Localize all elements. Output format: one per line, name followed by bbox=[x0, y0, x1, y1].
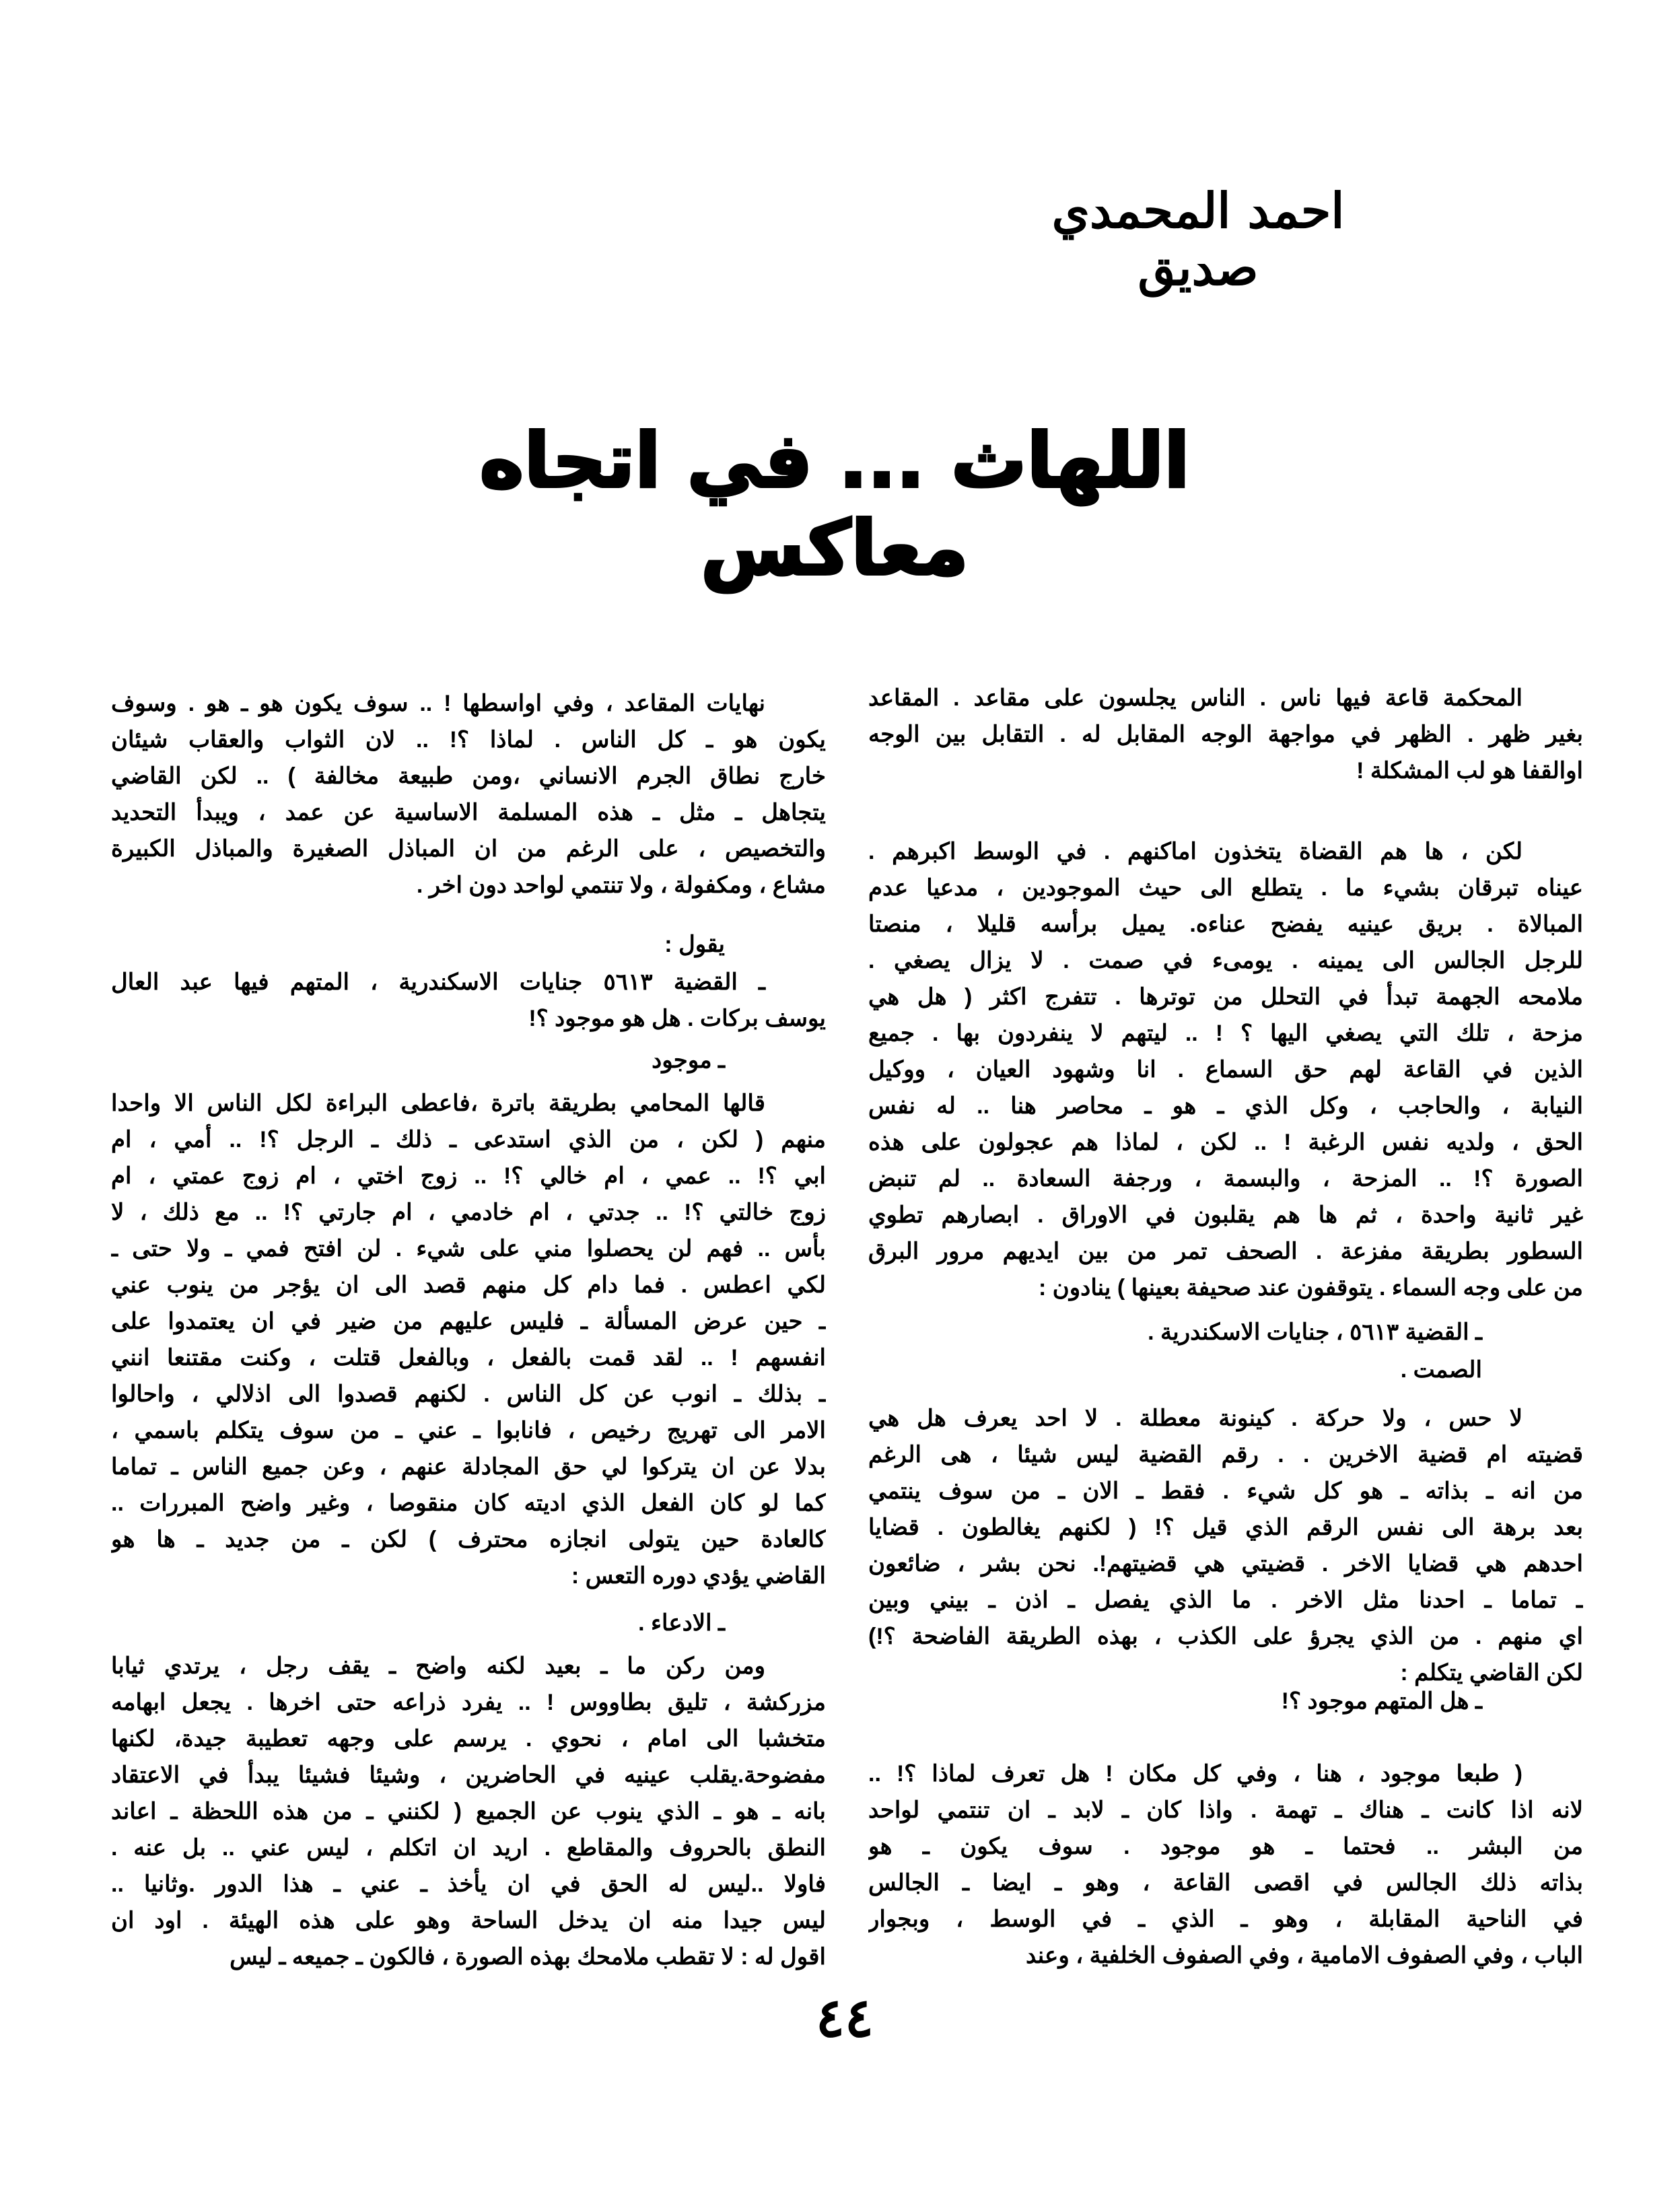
text-line: من البشر .. فحتما ـ هو موجود . سوف يكون ـ هو bbox=[868, 1834, 1583, 1859]
text-line: مشاع ، ومكفولة ، ولا تنتمي لواحد دون اخر . bbox=[416, 872, 826, 898]
text-line: السطور بطريقة مفزعة . الصحف تمر من بين ايديهم مرور البرق bbox=[868, 1239, 1583, 1264]
text-line: منهم ( لكن ، من الذي استدعى ـ ذلك ـ الرجل ؟! .. أمي ، ام bbox=[111, 1127, 826, 1152]
dialogue-line bbox=[868, 1314, 1583, 1350]
text-line: يتجاهل ـ مثل ـ هذه المسلمة الاساسية عن عمد ، ويبدأ التحديد bbox=[111, 800, 826, 825]
text-line: بأس .. فهم لن يحصلوا مني على شيء . لن افتح فمي ـ ولا حتى ـ bbox=[111, 1236, 826, 1262]
text-line: مفضوحة.يقلب عينيه في الحاضرين ، وشيئا فشيئا يبدأ في الاعتقاد bbox=[111, 1762, 826, 1788]
text-line: ومن ركن ما ـ بعيد لكنه واضح ـ يقف رجل ، يرتدي ثيابا bbox=[111, 1653, 765, 1679]
text-line: اي منهم . من الذي يجرؤ على الكذب ، بهذه الطريقة الفاضحة ؟!) bbox=[868, 1624, 1583, 1649]
text-line: الحق ، ولديه نفس الرغبة ! .. لكن ، لماذا هم عجولون على هذه bbox=[868, 1130, 1583, 1155]
text-line: زوج خالتي ؟! .. جدتي ، ام خادمي ، ام جارتي ؟! .. مع ذلك ، لا bbox=[111, 1200, 826, 1225]
text-line: يقول : bbox=[664, 932, 725, 957]
text-line: ( طبعا موجود ، هنا ، وفي كل مكان ! هل تعرف لماذا ؟! .. bbox=[868, 1761, 1523, 1787]
text-line: الباب ، وفي الصفوف الامامية ، وفي الصفوف الخلفية ، وعند bbox=[1025, 1943, 1583, 1968]
text-line: الصمت . bbox=[1400, 1357, 1482, 1383]
text-line: ـ هل المتهم موجود ؟! bbox=[1281, 1688, 1482, 1714]
text-line: لا حس ، ولا حركة . كينونة معطلة . لا احد يعرف هل هي bbox=[868, 1406, 1523, 1431]
text-line: كالعادة حين يتولى انجازه محترف ) لكن ـ من جديد ـ ها هو bbox=[111, 1527, 826, 1552]
text-line: مزركشة ، تليق بطاووس ! .. يفرد ذراعه حتى اخرها . يجعل ابهامه bbox=[111, 1690, 826, 1715]
text-line: يوسف بركات . هل هو موجود ؟! bbox=[528, 1006, 826, 1031]
paragraph bbox=[111, 1085, 826, 1594]
text-line: احدهم هي قضايا الاخر . قضيتي هي قضيتهم!. نحن بشر ، ضائعون bbox=[868, 1551, 1583, 1577]
text-line: كما لو كان الفعل الذي اديته كان منقوصا ، وغير واضح المبررات .. bbox=[111, 1490, 826, 1516]
text-line: من انه ـ بذاته ـ هو كل شيء . فقط ـ الان ـ من سوف ينتمي bbox=[868, 1478, 1583, 1504]
text-line: ـ القضية ٥٦١٣ ، جنايات الاسكندرية . bbox=[1148, 1319, 1482, 1345]
paragraph bbox=[111, 964, 826, 1037]
text-line: بدلا عن ان يتركوا لي حق المجادلة عنهم ، وعن جميع الناس ـ تماما bbox=[111, 1454, 826, 1480]
paragraph bbox=[868, 680, 1583, 789]
text-line: ـ تماما ـ احدنا مثل الاخر . ما الذي يفصل ـ اذن ـ بيني وبين bbox=[868, 1587, 1583, 1613]
text-line: من على وجه السماء . يتوقفون عند صحيفة بعينها ) ينادون : bbox=[1039, 1275, 1583, 1301]
text-line: يكون هو ـ كل الناس . لماذا ؟! .. لان الثواب والعقاب شيئان bbox=[111, 727, 826, 753]
text-line: ليس جيدا منه ان يدخل الساحة وهو على هذه الهيئة . اود ان bbox=[111, 1908, 826, 1933]
dialogue-line bbox=[868, 1352, 1583, 1388]
text-line: في الناحية المقابلة ، وهو ـ الذي ـ في الوسط ، وبجوار bbox=[868, 1906, 1583, 1932]
text-line: عيناه تبرقان بشيء ما . يتطلع الى حيث الموجودين ، مدعيا عدم bbox=[868, 875, 1583, 901]
text-line: قالها المحامي بطريقة باترة ،فاعطى البراءة لكل الناس الا واحدا bbox=[111, 1091, 765, 1116]
text-line: غير ثانية واحدة ، ثم ها هم يقلبون في الاوراق . ابصارهم تطوي bbox=[868, 1202, 1583, 1228]
paragraph bbox=[868, 1400, 1583, 1691]
text-line: بذاته ذلك الجالس في اقصى القاعة ، وهو ـ ايضا ـ الجالس bbox=[868, 1870, 1583, 1896]
paragraph bbox=[868, 833, 1583, 1306]
text-line: خارج نطاق الجرم الانساني ،ومن طبيعة مخالفة ) .. لكن القاضي bbox=[111, 763, 826, 789]
paragraph bbox=[868, 1756, 1583, 1974]
text-line: المحكمة قاعة فيها ناس . الناس يجلسون على مقاعد . المقاعد bbox=[868, 685, 1523, 711]
text-line: انفسهم ! .. لقد قمت بالفعل ، وبالفعل قتلت ، وكنت مقتنعا انني bbox=[111, 1345, 826, 1371]
text-line: قضيته ام قضية الاخرين . . رقم القضية ليس شيئا ، هى الرغم bbox=[868, 1442, 1583, 1468]
dialogue-line bbox=[111, 926, 826, 963]
author-name: احمد المحمدي صديق bbox=[1051, 182, 1345, 296]
text-line: ـ القضية ٥٦١٣ جنايات الاسكندرية ، المتهم فيها عبد العال bbox=[111, 969, 765, 995]
paragraph bbox=[111, 1648, 826, 1975]
text-line: لكن القاضي يتكلم : bbox=[1400, 1660, 1583, 1686]
text-line: ملامحه الجهمة تبدأ في التحلل من توترها . تتفرج اكثر ( هل هي bbox=[868, 984, 1583, 1010]
text-line: الذين في القاعة لهم حق السماع . انا وشهود العيان ، ووكيل bbox=[868, 1057, 1583, 1082]
text-line: المبالاة . بريق عينيه يفضح عناءه. يميل برأسه قليلا ، منصتا bbox=[868, 911, 1583, 937]
text-line: للرجل الجالس الى يمينه . يومىء في صمت . لا يزال يصغي . bbox=[868, 948, 1583, 973]
text-line: والتخصيص ، على الرغم من ان المباذل الصغيرة والمباذل الكبيرة bbox=[111, 836, 826, 862]
text-line: فاولا ..ليس له الحق في ان يأخذ ـ عني ـ هذا الدور .وثانيا .. bbox=[111, 1871, 826, 1897]
text-line: مزحة ، تلك التي يصغي اليها ؟ ! .. ليتهم لا ينفردون بها . جميع bbox=[868, 1021, 1583, 1046]
text-line: بغير ظهر . الظهر في مواجهة الوجه المقابل له . التقابل بين الوجه bbox=[868, 722, 1583, 747]
text-line: ـ موجود bbox=[652, 1047, 725, 1073]
text-line: الصورة ؟! .. المزحة ، والبسمة ، ورجفة السعادة .. لم تنبض bbox=[868, 1166, 1583, 1192]
dialogue-line bbox=[868, 1683, 1583, 1719]
text-line: النطق بالحروف والمقاطع . اريد ان اتكلم ، ليس عني .. بل عنه . bbox=[111, 1835, 826, 1861]
text-line: لكن ، ها هم القضاة يتخذون اماكنهم . في الوسط اكبرهم . bbox=[868, 839, 1523, 864]
dialogue-line bbox=[111, 1042, 826, 1078]
text-line: القاضي يؤدي دوره التعس : bbox=[571, 1563, 826, 1589]
text-line: بعد برهة الى نفس الرقم الذي قيل ؟! ( لكنهم يغالطون . قضايا bbox=[868, 1515, 1583, 1540]
text-line: نهايات المقاعد ، وفي اواسطها ! .. سوف يكون هو ـ هو . وسوف bbox=[111, 691, 765, 716]
text-line: لانه اذا كانت ـ هناك ـ تهمة . واذا كان ـ لابد ـ ان تنتمي لواحد bbox=[868, 1797, 1583, 1823]
text-line: لكي اعطس . فما دام كل منهم قصد الى ان يؤجر من ينوب عني bbox=[111, 1272, 826, 1298]
text-line: بانه ـ هو ـ الذي ينوب عن الجميع ( لكنني ـ من هذه اللحظة ـ اعاند bbox=[111, 1799, 826, 1824]
text-line: متخشبا الى امام ، نحوي . يرسم على وجهه تعطيبة جيدة، لكنها bbox=[111, 1726, 826, 1752]
text-line: الامر الى تهريج رخيص ، فانابوا ـ عني ـ من سوف يتكلم باسمي ، bbox=[111, 1418, 826, 1443]
text-line: ـ حين عرض المسألة ـ فليس عليهم من ضير في ان يعتمدوا على bbox=[111, 1309, 826, 1334]
page-number: ٤٤ bbox=[816, 1986, 874, 2049]
text-line: ـ بذلك ـ انوب عن كل الناس . لكنهم قصدوا الى اذلالي ، واحالوا bbox=[111, 1381, 826, 1407]
text-line: ـ الادعاء . bbox=[638, 1610, 725, 1636]
text-line: النيابة ، والحاجب ، وكل الذي ـ هو ـ محاصر هنا .. له نفس bbox=[868, 1093, 1583, 1119]
text-line: اوالقفا هو لب المشكلة ! bbox=[1356, 758, 1583, 784]
dialogue-line bbox=[111, 1605, 826, 1641]
text-line: اقول له : لا تقطب ملامحك بهذه الصورة ، فالكون ـ جميعه ـ ليس bbox=[230, 1944, 826, 1970]
text-line: ابي ؟! .. عمي ، ام خالي ؟! .. زوج اختي ، ام زوج عمتي ، ام bbox=[111, 1163, 826, 1189]
article-title: اللهاث ... في اتجاه معاكس bbox=[479, 417, 1190, 592]
paragraph bbox=[111, 685, 826, 903]
